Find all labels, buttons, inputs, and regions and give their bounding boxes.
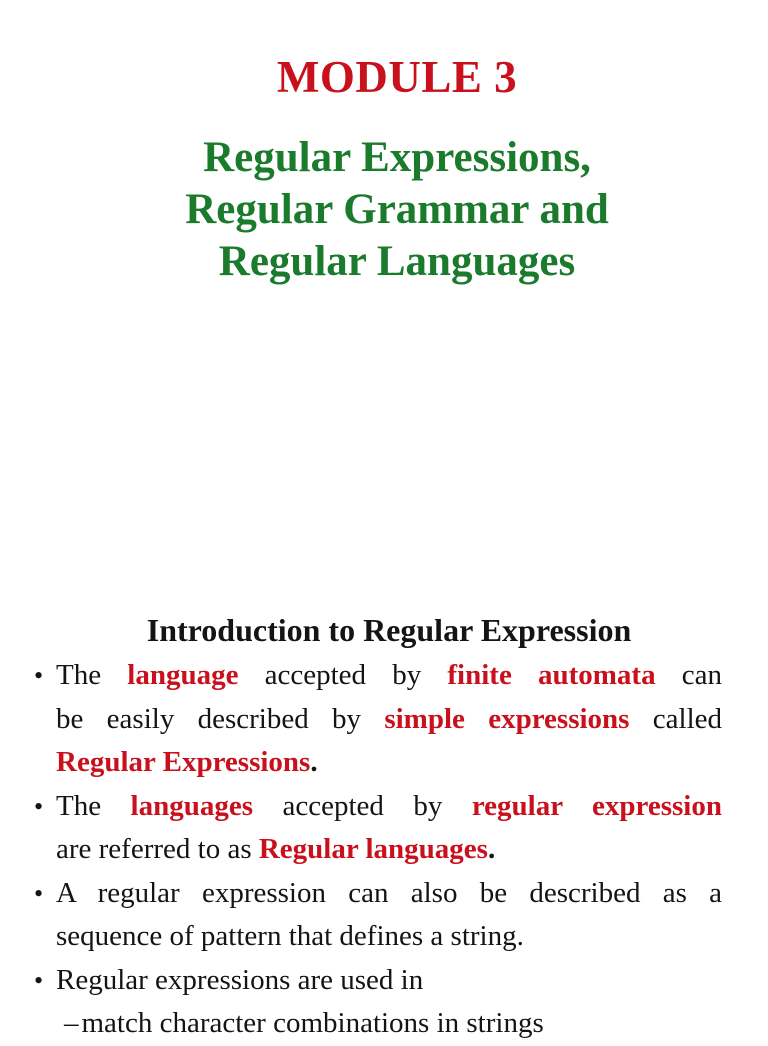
text-segment: simple expressions	[384, 702, 630, 735]
bullet-marker: •	[34, 791, 44, 821]
text-segment: regular expression	[471, 789, 722, 822]
text-segment: called	[652, 702, 723, 735]
bullet-line	[56, 915, 722, 959]
bullet-line	[56, 785, 722, 829]
bullet-line	[56, 828, 722, 872]
text-segment: finite automata	[447, 659, 656, 691]
text-segment: match character combinations in strings	[81, 1007, 544, 1039]
text-segment: The	[56, 789, 102, 822]
text-segment: accepted by	[264, 659, 422, 691]
text-segment: are referred to as	[56, 833, 252, 865]
text-segment: Regular languages	[258, 833, 488, 865]
text-segment: .	[487, 833, 496, 865]
text-segment: Regular Expressions	[56, 746, 311, 778]
text-segment: A regular expression can also be described as a	[56, 876, 722, 909]
text-segment: be easily described by	[56, 702, 362, 735]
text-segment: .	[310, 746, 318, 778]
section-body	[34, 606, 723, 1046]
subtitle-line: Regular Languages	[218, 238, 576, 285]
subtitle-line: Regular Grammar and	[185, 186, 609, 233]
section-heading: Introduction to Regular Expression	[146, 612, 632, 648]
subtitle-block	[26, 132, 768, 288]
dash-marker: –	[64, 1007, 79, 1039]
bullet-item	[34, 872, 722, 959]
bullet-line	[56, 959, 722, 1003]
text-segment: accepted by	[282, 789, 443, 822]
bullet-marker: •	[34, 878, 44, 908]
title-block	[0, 48, 768, 288]
subtitle-line: Regular Expressions,	[203, 134, 591, 181]
text-segment: languages	[130, 789, 254, 822]
text-segment: sequence of pattern that defines a string.	[56, 920, 524, 952]
bullet-marker: •	[34, 661, 44, 690]
text-segment: Regular expressions are used in	[56, 963, 424, 996]
page-title: MODULE 3	[276, 52, 518, 102]
bullet-line	[56, 654, 722, 698]
text-segment: The	[56, 659, 102, 691]
text-segment: can	[681, 659, 723, 691]
bullet-line	[56, 741, 722, 785]
bullet-item	[34, 959, 722, 1046]
bullet-item	[34, 654, 723, 785]
bullet-marker: •	[34, 965, 44, 995]
bullet-line	[56, 872, 722, 916]
text-segment: language	[127, 659, 239, 691]
bullet-item	[34, 785, 722, 872]
bullet-line	[56, 698, 722, 742]
